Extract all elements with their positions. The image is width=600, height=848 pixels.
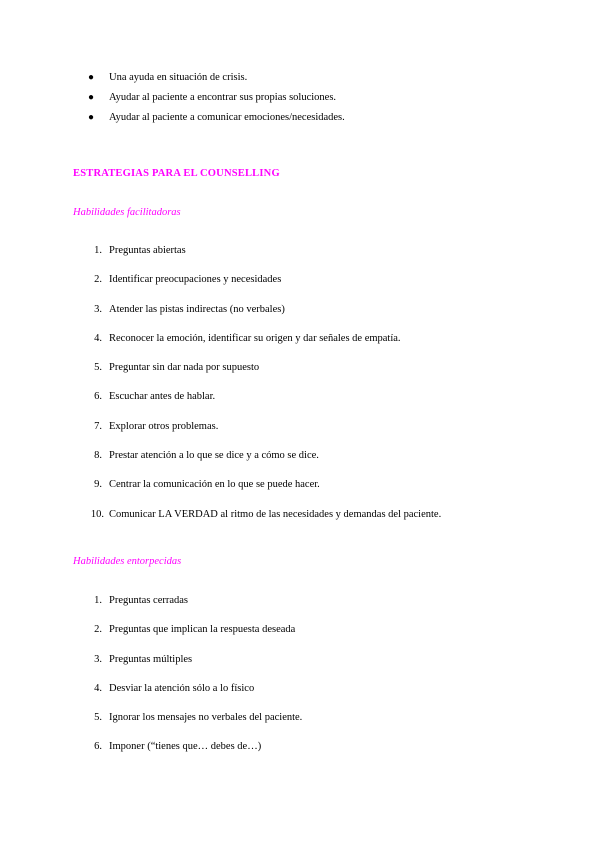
list-item: 4. Reconocer la emoción, identificar su origen y dar señales de empatía. — [94, 332, 401, 344]
facilitating-skills-title: Habilidades facilitadoras — [73, 207, 181, 218]
list-item: 6. Imponer (“tienes que… debes de…) — [94, 741, 262, 753]
section-title: ESTRATEGIAS PARA EL COUNSELLING — [73, 168, 280, 179]
list-item: 5. Preguntar sin dar nada por supuesto — [94, 362, 260, 374]
list-item: 6. Escuchar antes de hablar. — [94, 391, 216, 403]
hindering-skills-list — [88, 594, 302, 770]
list-item: ● Ayudar al paciente a encontrar sus propias soluciones. — [88, 92, 337, 103]
list-item: 7. Explorar otros problemas. — [94, 420, 219, 432]
list-item: 8. Prestar atención a lo que se dice y a cómo se dice. — [94, 450, 319, 462]
bullet-icon: ● — [88, 92, 95, 103]
facilitating-skills-list — [88, 244, 441, 537]
list-item: 4. Desviar la atención sólo a lo físico — [94, 682, 255, 694]
list-item: 1. Preguntas cerradas — [94, 595, 189, 606]
list-item: ● Una ayuda en situación de crisis. — [88, 72, 248, 83]
list-item: 3. Preguntas múltiples — [94, 653, 193, 665]
intro-bullet-list — [88, 71, 345, 131]
list-item: 1. Preguntas abiertas — [94, 245, 186, 256]
list-item: ● Ayudar al paciente a comunicar emociones/necesidades. — [88, 112, 345, 123]
list-item: 9. Centrar la comunicación en lo que se puede hacer. — [94, 479, 320, 491]
list-item: 10. Comunicar LA VERDAD al ritmo de las necesidades y demandas del paciente. — [90, 508, 442, 520]
bullet-icon: ● — [88, 112, 95, 123]
list-item: 2. Identificar preocupaciones y necesidades — [94, 274, 282, 286]
list-item: 5. Ignorar los mensajes no verbales del paciente. — [94, 712, 303, 724]
bullet-icon: ● — [88, 72, 95, 83]
hindering-skills-title: Habilidades entorpecidas — [73, 556, 182, 567]
list-item: 3. Atender las pistas indirectas (no verbales) — [94, 303, 285, 315]
list-item: 2. Preguntas que implican la respuesta deseada — [94, 624, 296, 636]
